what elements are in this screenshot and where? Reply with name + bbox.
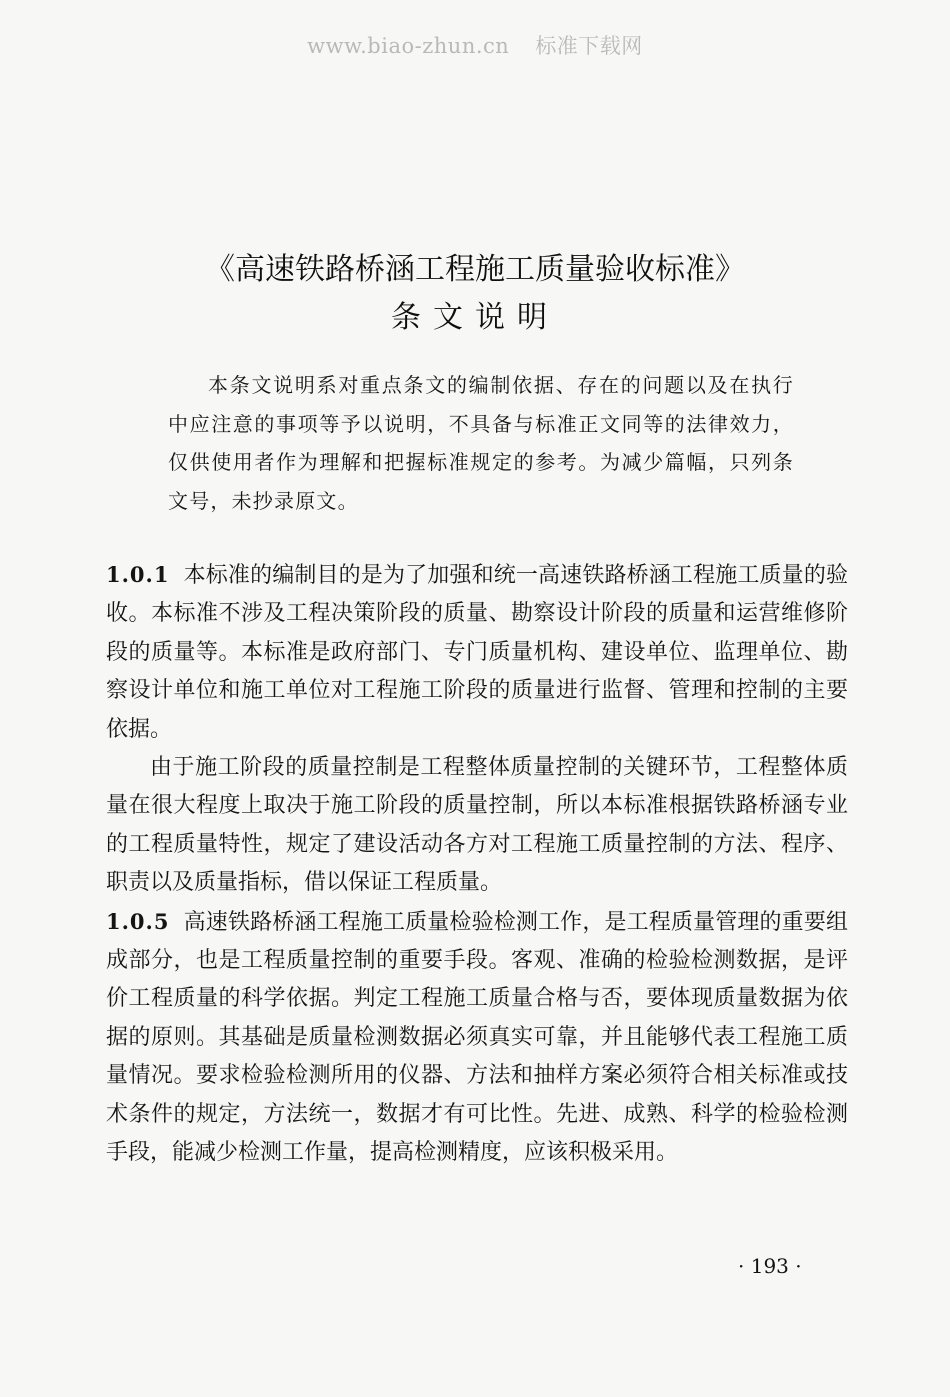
watermark-site: 标准下载网 (535, 34, 643, 58)
clause-text: 本标准的编制目的是为了加强和统一高速铁路桥涵工程施工质量的验收。本标准不涉及工程决策阶段的质量、勘察设计阶段的质量和运营维修阶段的质量等。本标准是政府部门、专门质量机构、建设单位、监理单位、勘察设计单位和施工单位对工程施工阶段的质量进行监督、管理和控制的主要依据。 (106, 563, 848, 742)
clause-number: 1.0.1 (106, 562, 170, 587)
watermark (0, 30, 950, 60)
document-subtitle: 条文说明 (391, 300, 559, 335)
clause-text: 高速铁路桥涵工程施工质量检验检测工作，是工程质量管理的重要组成部分，也是工程质量控制的重要手段。客观、准确的检验检测数据，是评价工程质量的科学依据。判定工程施工质量合格与否，要体现质量数据为依据的原则。其基础是质量检测数据必须真实可靠，并且能够代表工程施工质量情况。要求检验检测所用的仪器、方法和抽样方案必须符合相关标准或技术条件的规定，方法统一，数据才有可比性。先进、成熟、科学的检验检测手段，能减少检测工作量，提高检测精度，应该积极采用。 (106, 909, 848, 1166)
document-title: 《高速铁路桥涵工程施工质量验收标准》 (205, 252, 745, 287)
clause-1-0-1-continued: 由于施工阶段的质量控制是工程整体质量控制的关键环节，工程整体质量在很大程度上取决于施工阶段的质量控制，所以本标准根据铁路桥涵专业的工程质量特性，规定了建设活动各方对工程施工质量控制的方法、程序、职责以及质量指标，借以保证工程质量。 (106, 755, 848, 896)
clause-number: 1.0.5 (106, 908, 170, 934)
watermark-url: www.biao-zhun.cn (307, 34, 510, 58)
explanatory-note: 本条文说明系对重点条文的编制依据、存在的问题以及在执行中应注意的事项等予以说明，不具备与标准正文同等的法律效力，仅供使用者作为理解和把握标准规定的参考。为减少篇幅，只列条文号，未抄录原文。 (168, 373, 794, 513)
clause-1-0-1 (106, 556, 848, 749)
page-number: · 193 · (738, 1254, 802, 1278)
document-body (106, 556, 848, 1173)
clause-1-0-5 (106, 903, 848, 1173)
